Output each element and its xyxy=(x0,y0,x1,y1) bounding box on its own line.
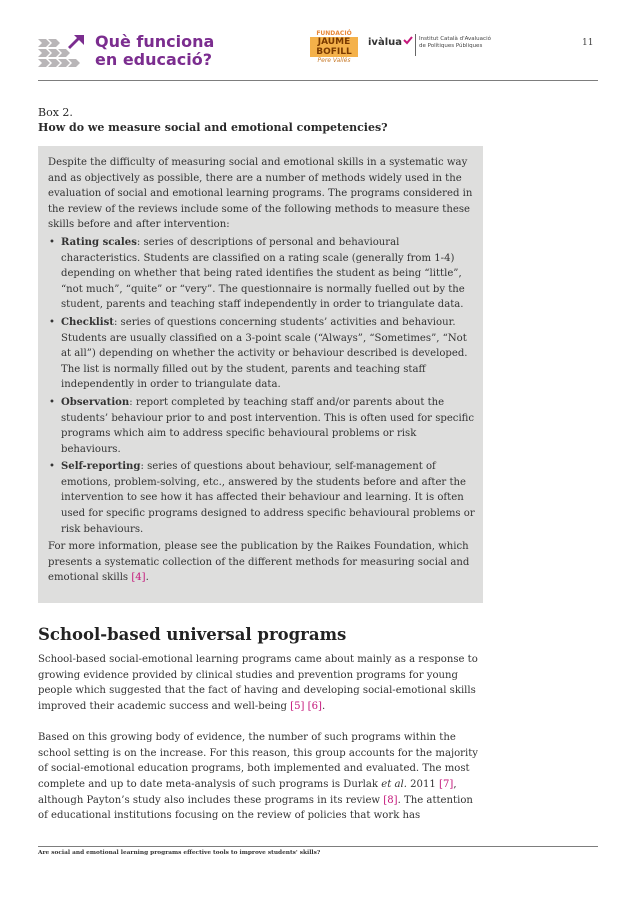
paragraph-1 xyxy=(38,652,483,715)
method-term: Rating scales xyxy=(61,236,137,248)
box-intro: Despite the difficulty of measuring social and emotional skills in a systematic way and as objectively as possible, there are a number of methods widely used in the evaluation of social and emotional learning programs. The programs considered in the review of the reviews include some of the following methods to measure these skills before and after intervention: xyxy=(48,157,473,231)
reference-link[interactable]: [4] xyxy=(131,572,146,584)
ivalua-institute-name xyxy=(419,36,491,50)
bullet: • xyxy=(49,316,55,328)
reference-link[interactable]: [5] xyxy=(290,701,305,713)
box-footer-text: For more information, please see the publication by the Raikes Foundation, which presents a systematic collection of the different methods for measuring social and emotional skills xyxy=(48,541,470,584)
paragraph-2-italic: et al. xyxy=(381,778,407,790)
bullet: • xyxy=(49,461,55,473)
section-body xyxy=(38,652,483,839)
fundacio-logo-line1: FUNDACIÓ xyxy=(316,30,352,37)
fundacio-logo-line4: Pere Vallés xyxy=(317,57,351,64)
paragraph-2-text-a: Based on this growing body of evidence, the number of such programs within the school setting is on the increase. For this reason, this group accounts for the majority of social-emotional education programs, both implemented and evaluated. The most complete and up to date meta-analysis of such programs is Durlak xyxy=(38,731,478,790)
bullet: • xyxy=(49,236,55,248)
footer-title: Are social and emotional learning programs effective tools to improve students' skills? xyxy=(38,850,321,856)
fundacio-logo-line3: BOFILL xyxy=(310,47,358,57)
brand-title-line2: en educació? xyxy=(95,50,213,69)
box-footer-note xyxy=(48,539,478,586)
reference-link[interactable]: [7] xyxy=(439,778,454,790)
paragraph-2-text-d: . The attention of educational institutions focusing on the review of policies that work has xyxy=(38,794,473,822)
method-description: : series of questions about behaviour, self-management of emotions, problem-solving, etc., answered by the students before and after the intervention to see how it has affected their behaviour and learning. It is often used for specific programs designed to address specific behavioural problems or risk behaviours. xyxy=(61,461,475,535)
methods-list xyxy=(48,235,478,537)
list-item xyxy=(48,315,478,393)
fundacio-logo-line2: JAUME xyxy=(310,37,358,47)
footer-divider xyxy=(38,846,598,847)
method-description: : series of questions concerning students’ activities and behaviour. Students are usually classified on a 3-point scale (“Always”, “Sometimes”, “Not at all”) depending on whether the activity or behaviour described is developed. The list is normally filled out by the student, parents and teaching staff independently in order to triangulate data. xyxy=(61,316,468,391)
brand-title-line1: Què funciona xyxy=(95,32,215,51)
ivalua-logo xyxy=(368,32,508,58)
paragraph-2 xyxy=(38,730,483,824)
paragraph-1-end: . xyxy=(321,701,326,713)
list-item xyxy=(48,395,478,457)
info-box-text xyxy=(48,155,478,586)
list-item xyxy=(48,459,478,537)
ivalua-inst-line2: de Polítiques Públiques xyxy=(419,43,483,49)
method-description: : series of descriptions of personal and behavioural characteristics. Students are classified on a rating scale (generally from 1-4) depending on whether that being rated identifies the student as being “little”, “not much”, “quite” or “very”. The questionnaire is normally fuelled out by the student, parents and teaching staff independently in order to triangulate data. xyxy=(61,236,465,311)
ivalua-name: ivàlua xyxy=(368,37,402,48)
method-term: Self-reporting xyxy=(61,461,141,473)
page-number: 11 xyxy=(582,38,594,48)
bullet: • xyxy=(49,396,55,408)
fundacio-jaume-bofill-logo xyxy=(310,30,358,74)
brand-arrows-icon xyxy=(38,35,86,67)
paragraph-2-text-b: 2011 xyxy=(406,778,440,790)
reference-link[interactable]: [8] xyxy=(383,794,398,806)
paragraph-1-text: School-based social-emotional learning programs came about mainly as a response to growing evidence provided by clinical studies and prevention programs for young people which suggested that the fact of having and developing social-emotional skills improved their academic success and well-being xyxy=(38,654,478,713)
box-footer-end: . xyxy=(145,572,149,584)
box-label: Box 2. xyxy=(38,106,73,119)
method-term: Observation xyxy=(61,396,130,408)
list-item xyxy=(48,235,478,313)
page-header xyxy=(0,0,638,84)
logo-divider xyxy=(415,34,416,56)
method-description: : report completed by teaching staff and/or parents about the students’ behaviour prior to and post intervention. This is often used for specific programs which aim to address specific behavioural problems or risk behaviours. xyxy=(61,396,475,455)
checkmark-icon xyxy=(403,35,413,45)
section-heading: School-based universal programs xyxy=(38,625,347,644)
method-term: Checklist xyxy=(61,316,114,328)
info-box xyxy=(38,146,483,603)
brand-title xyxy=(95,33,214,69)
header-divider xyxy=(38,80,598,81)
paragraph-2-text-c: , although Payton’s study also includes these programs in its review xyxy=(38,778,457,806)
ivalua-inst-line1: Institut Català d'Avaluació xyxy=(419,36,491,42)
box-title: How do we measure social and emotional competencies? xyxy=(38,121,388,134)
reference-link[interactable]: [6] xyxy=(307,701,322,713)
